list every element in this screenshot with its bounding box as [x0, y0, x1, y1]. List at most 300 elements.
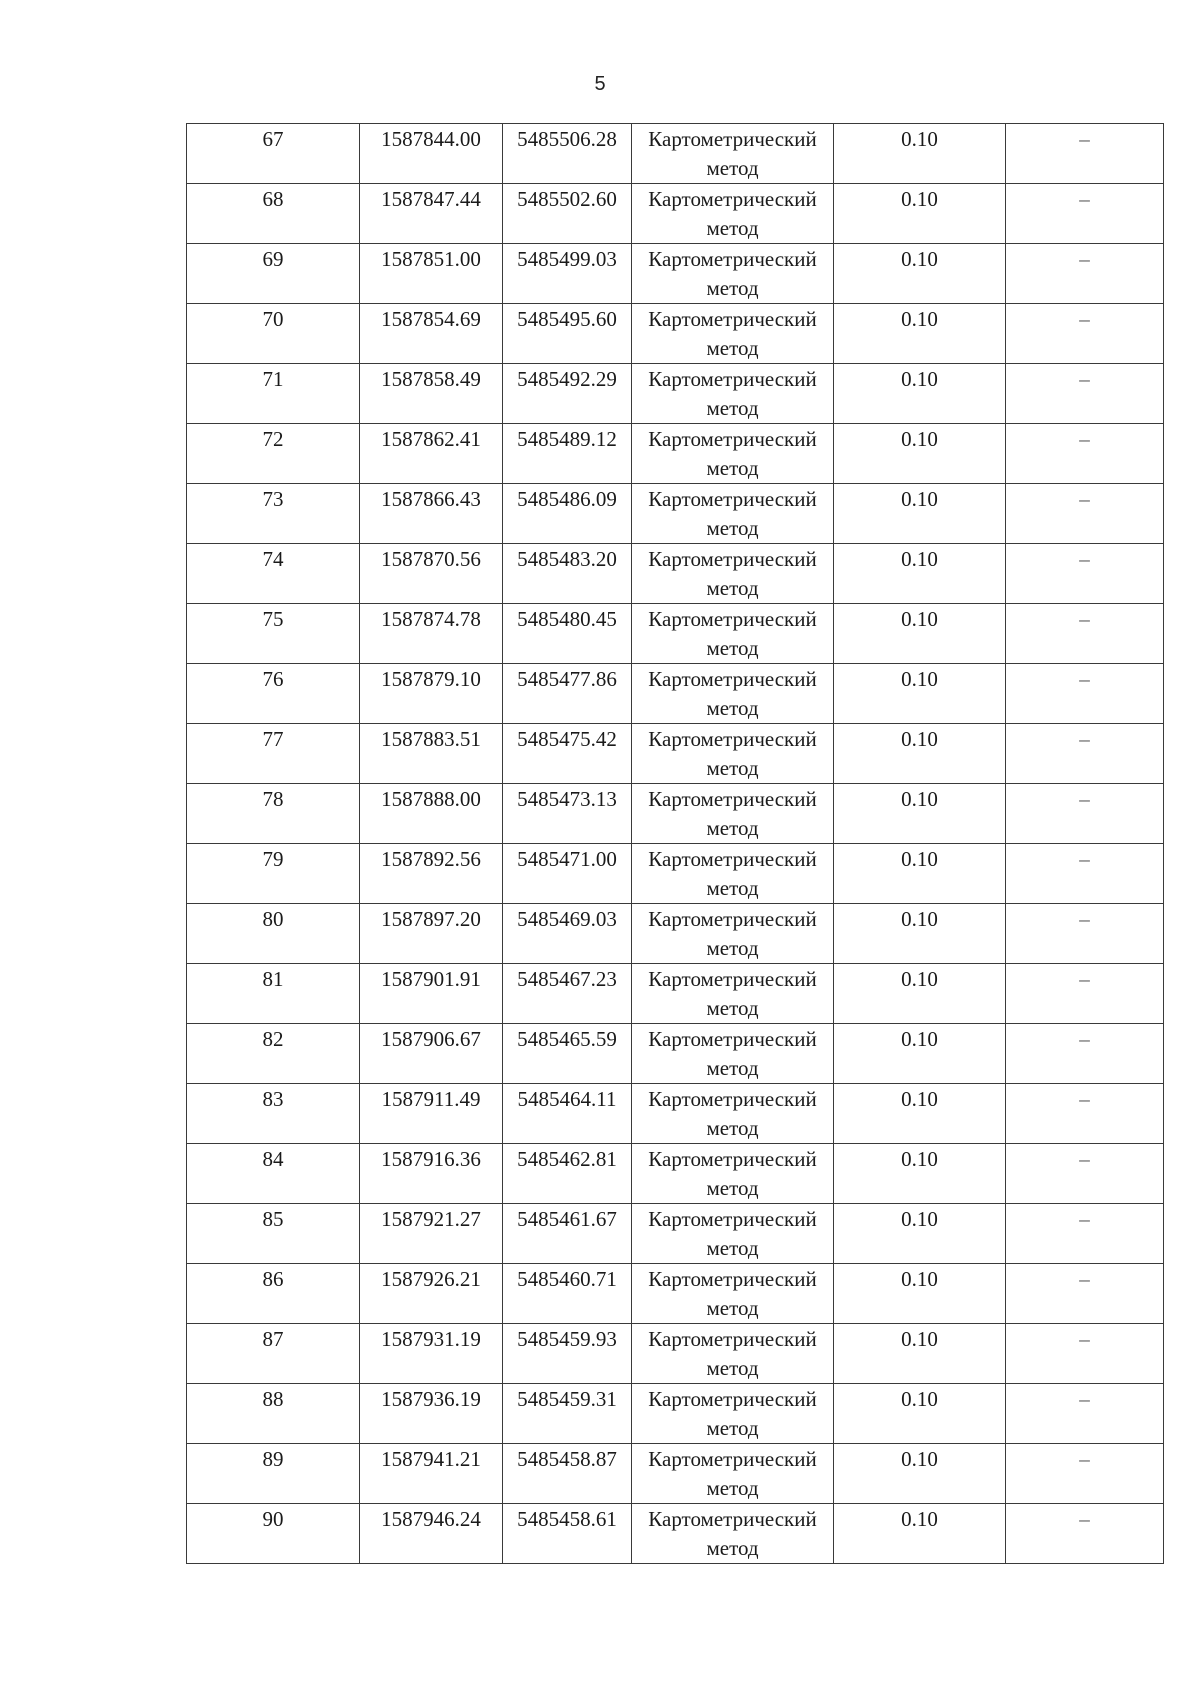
point-number-cell-text: 71 — [262, 367, 284, 391]
y-coordinate-cell — [503, 904, 632, 964]
note-cell-text: – — [1079, 907, 1090, 931]
point-number-cell-text: 85 — [262, 1207, 284, 1231]
y-coordinate-cell-text: 5485462.81 — [517, 1147, 617, 1171]
y-coordinate-cell-text: 5485467.23 — [517, 967, 617, 991]
method-cell-text: Картометрический метод — [648, 967, 817, 1020]
point-number-cell — [187, 724, 360, 784]
accuracy-cell — [834, 784, 1006, 844]
y-coordinate-cell-text: 5485506.28 — [517, 127, 617, 151]
x-coordinate-cell-text: 1587916.36 — [381, 1147, 481, 1171]
table-row — [187, 784, 1164, 844]
x-coordinate-cell — [360, 604, 503, 664]
accuracy-cell-text: 0.10 — [901, 187, 938, 211]
accuracy-cell-text: 0.10 — [901, 1267, 938, 1291]
method-cell-text: Картометрический метод — [648, 127, 817, 180]
y-coordinate-cell — [503, 124, 632, 184]
note-cell-text: – — [1079, 427, 1090, 451]
point-number-cell — [187, 244, 360, 304]
point-number-cell — [187, 364, 360, 424]
accuracy-cell-text: 0.10 — [901, 1027, 938, 1051]
note-cell-text: – — [1079, 847, 1090, 871]
accuracy-cell-text: 0.10 — [901, 727, 938, 751]
y-coordinate-cell — [503, 724, 632, 784]
point-number-cell-text: 74 — [262, 547, 284, 571]
y-coordinate-cell-text: 5485460.71 — [517, 1267, 617, 1291]
y-coordinate-cell-text: 5485458.61 — [517, 1507, 617, 1531]
table-row — [187, 364, 1164, 424]
note-cell — [1006, 424, 1164, 484]
accuracy-cell — [834, 424, 1006, 484]
table-row — [187, 1384, 1164, 1444]
accuracy-cell — [834, 1144, 1006, 1204]
x-coordinate-cell-text: 1587941.21 — [381, 1447, 481, 1471]
point-number-cell-text: 84 — [262, 1147, 284, 1171]
x-coordinate-cell — [360, 484, 503, 544]
table-row — [187, 1504, 1164, 1564]
accuracy-cell — [834, 184, 1006, 244]
note-cell-text: – — [1079, 1087, 1090, 1111]
method-cell — [632, 1264, 834, 1324]
x-coordinate-cell-text: 1587888.00 — [381, 787, 481, 811]
y-coordinate-cell — [503, 1324, 632, 1384]
accuracy-cell-text: 0.10 — [901, 247, 938, 271]
note-cell — [1006, 904, 1164, 964]
table-row — [187, 844, 1164, 904]
note-cell-text: – — [1079, 1387, 1090, 1411]
point-number-cell — [187, 1384, 360, 1444]
accuracy-cell — [834, 484, 1006, 544]
x-coordinate-cell-text: 1587851.00 — [381, 247, 481, 271]
method-cell — [632, 544, 834, 604]
accuracy-cell-text: 0.10 — [901, 487, 938, 511]
point-number-cell — [187, 604, 360, 664]
y-coordinate-cell-text: 5485464.11 — [517, 1087, 617, 1111]
note-cell — [1006, 1324, 1164, 1384]
x-coordinate-cell — [360, 424, 503, 484]
x-coordinate-cell — [360, 904, 503, 964]
y-coordinate-cell — [503, 784, 632, 844]
method-cell — [632, 1384, 834, 1444]
accuracy-cell — [834, 244, 1006, 304]
table-row — [187, 244, 1164, 304]
method-cell-text: Картометрический метод — [648, 1147, 817, 1200]
method-cell — [632, 1204, 834, 1264]
x-coordinate-cell — [360, 1504, 503, 1564]
table-row — [187, 124, 1164, 184]
accuracy-cell-text: 0.10 — [901, 1447, 938, 1471]
note-cell — [1006, 124, 1164, 184]
accuracy-cell-text: 0.10 — [901, 1147, 938, 1171]
y-coordinate-cell — [503, 1504, 632, 1564]
x-coordinate-cell — [360, 1204, 503, 1264]
table-row — [187, 964, 1164, 1024]
note-cell — [1006, 304, 1164, 364]
note-cell — [1006, 1384, 1164, 1444]
method-cell — [632, 1024, 834, 1084]
method-cell — [632, 964, 834, 1024]
method-cell-text: Картометрический метод — [648, 907, 817, 960]
y-coordinate-cell-text: 5485461.67 — [517, 1207, 617, 1231]
table-row — [187, 1264, 1164, 1324]
method-cell-text: Картометрический метод — [648, 487, 817, 540]
note-cell — [1006, 364, 1164, 424]
note-cell — [1006, 784, 1164, 844]
method-cell-text: Картометрический метод — [648, 847, 817, 900]
table-row — [187, 1204, 1164, 1264]
y-coordinate-cell — [503, 244, 632, 304]
method-cell-text: Картометрический метод — [648, 367, 817, 420]
y-coordinate-cell-text: 5485495.60 — [517, 307, 617, 331]
y-coordinate-cell-text: 5485502.60 — [517, 187, 617, 211]
accuracy-cell — [834, 364, 1006, 424]
accuracy-cell — [834, 904, 1006, 964]
point-number-cell-text: 76 — [262, 667, 284, 691]
accuracy-cell-text: 0.10 — [901, 1327, 938, 1351]
y-coordinate-cell — [503, 1384, 632, 1444]
accuracy-cell-text: 0.10 — [901, 1087, 938, 1111]
x-coordinate-cell — [360, 724, 503, 784]
y-coordinate-cell-text: 5485480.45 — [517, 607, 617, 631]
y-coordinate-cell — [503, 544, 632, 604]
method-cell-text: Картометрический метод — [648, 1267, 817, 1320]
method-cell — [632, 1324, 834, 1384]
y-coordinate-cell — [503, 664, 632, 724]
note-cell — [1006, 964, 1164, 1024]
note-cell — [1006, 1444, 1164, 1504]
table-row — [187, 304, 1164, 364]
method-cell — [632, 904, 834, 964]
y-coordinate-cell-text: 5485458.87 — [517, 1447, 617, 1471]
table-row — [187, 664, 1164, 724]
x-coordinate-cell — [360, 364, 503, 424]
note-cell — [1006, 1144, 1164, 1204]
accuracy-cell-text: 0.10 — [901, 127, 938, 151]
accuracy-cell-text: 0.10 — [901, 1387, 938, 1411]
y-coordinate-cell — [503, 1084, 632, 1144]
x-coordinate-cell-text: 1587854.69 — [381, 307, 481, 331]
point-number-cell — [187, 1444, 360, 1504]
method-cell — [632, 1144, 834, 1204]
y-coordinate-cell — [503, 964, 632, 1024]
point-number-cell — [187, 184, 360, 244]
point-number-cell-text: 69 — [262, 247, 284, 271]
y-coordinate-cell — [503, 364, 632, 424]
y-coordinate-cell-text: 5485486.09 — [517, 487, 617, 511]
point-number-cell — [187, 124, 360, 184]
x-coordinate-cell — [360, 544, 503, 604]
note-cell-text: – — [1079, 187, 1090, 211]
y-coordinate-cell — [503, 424, 632, 484]
note-cell — [1006, 1024, 1164, 1084]
table-row — [187, 1024, 1164, 1084]
y-coordinate-cell-text: 5485459.31 — [517, 1387, 617, 1411]
y-coordinate-cell-text: 5485499.03 — [517, 247, 617, 271]
table-row — [187, 484, 1164, 544]
method-cell-text: Картометрический метод — [648, 1087, 817, 1140]
accuracy-cell-text: 0.10 — [901, 847, 938, 871]
note-cell-text: – — [1079, 967, 1090, 991]
point-number-cell-text: 88 — [262, 1387, 284, 1411]
y-coordinate-cell-text: 5485483.20 — [517, 547, 617, 571]
accuracy-cell-text: 0.10 — [901, 1507, 938, 1531]
point-number-cell — [187, 904, 360, 964]
y-coordinate-cell-text: 5485477.86 — [517, 667, 617, 691]
y-coordinate-cell-text: 5485465.59 — [517, 1027, 617, 1051]
point-number-cell-text: 89 — [262, 1447, 284, 1471]
method-cell — [632, 1084, 834, 1144]
method-cell — [632, 364, 834, 424]
x-coordinate-cell-text: 1587892.56 — [381, 847, 481, 871]
table-row — [187, 604, 1164, 664]
method-cell — [632, 1504, 834, 1564]
point-number-cell-text: 68 — [262, 187, 284, 211]
note-cell-text: – — [1079, 127, 1090, 151]
point-number-cell — [187, 1504, 360, 1564]
point-number-cell-text: 81 — [262, 967, 284, 991]
accuracy-cell-text: 0.10 — [901, 667, 938, 691]
x-coordinate-cell-text: 1587921.27 — [381, 1207, 481, 1231]
accuracy-cell-text: 0.10 — [901, 307, 938, 331]
note-cell-text: – — [1079, 727, 1090, 751]
x-coordinate-cell — [360, 184, 503, 244]
y-coordinate-cell-text: 5485459.93 — [517, 1327, 617, 1351]
x-coordinate-cell-text: 1587879.10 — [381, 667, 481, 691]
method-cell-text: Картометрический метод — [648, 667, 817, 720]
x-coordinate-cell — [360, 1444, 503, 1504]
y-coordinate-cell — [503, 304, 632, 364]
x-coordinate-cell-text: 1587906.67 — [381, 1027, 481, 1051]
table-row — [187, 724, 1164, 784]
point-number-cell-text: 90 — [262, 1507, 284, 1531]
x-coordinate-cell-text: 1587874.78 — [381, 607, 481, 631]
y-coordinate-cell-text: 5485475.42 — [517, 727, 617, 751]
point-number-cell-text: 83 — [262, 1087, 284, 1111]
x-coordinate-cell-text: 1587844.00 — [381, 127, 481, 151]
x-coordinate-cell-text: 1587870.56 — [381, 547, 481, 571]
method-cell — [632, 604, 834, 664]
method-cell — [632, 424, 834, 484]
method-cell — [632, 664, 834, 724]
method-cell-text: Картометрический метод — [648, 307, 817, 360]
table-row — [187, 1144, 1164, 1204]
point-number-cell — [187, 784, 360, 844]
y-coordinate-cell — [503, 484, 632, 544]
page-number: 5 — [594, 73, 606, 95]
accuracy-cell — [834, 724, 1006, 784]
method-cell-text: Картометрический метод — [648, 247, 817, 300]
method-cell-text: Картометрический метод — [648, 1027, 817, 1080]
accuracy-cell-text: 0.10 — [901, 787, 938, 811]
x-coordinate-cell-text: 1587858.49 — [381, 367, 481, 391]
point-number-cell — [187, 1204, 360, 1264]
method-cell-text: Картометрический метод — [648, 727, 817, 780]
point-number-cell-text: 77 — [262, 727, 284, 751]
accuracy-cell-text: 0.10 — [901, 547, 938, 571]
note-cell-text: – — [1079, 1147, 1090, 1171]
method-cell — [632, 844, 834, 904]
note-cell — [1006, 1264, 1164, 1324]
method-cell — [632, 184, 834, 244]
method-cell-text: Картометрический метод — [648, 187, 817, 240]
table-row — [187, 424, 1164, 484]
point-number-cell — [187, 1024, 360, 1084]
accuracy-cell — [834, 544, 1006, 604]
note-cell-text: – — [1079, 787, 1090, 811]
accuracy-cell-text: 0.10 — [901, 1207, 938, 1231]
note-cell — [1006, 664, 1164, 724]
method-cell — [632, 304, 834, 364]
accuracy-cell — [834, 304, 1006, 364]
method-cell-text: Картометрический метод — [648, 1207, 817, 1260]
x-coordinate-cell-text: 1587866.43 — [381, 487, 481, 511]
note-cell-text: – — [1079, 307, 1090, 331]
x-coordinate-cell — [360, 964, 503, 1024]
note-cell — [1006, 604, 1164, 664]
x-coordinate-cell — [360, 1324, 503, 1384]
note-cell — [1006, 1504, 1164, 1564]
accuracy-cell — [834, 1324, 1006, 1384]
method-cell — [632, 784, 834, 844]
table-row — [187, 1324, 1164, 1384]
note-cell-text: – — [1079, 667, 1090, 691]
point-number-cell-text: 67 — [262, 127, 284, 151]
y-coordinate-cell — [503, 1444, 632, 1504]
y-coordinate-cell — [503, 844, 632, 904]
accuracy-cell — [834, 1264, 1006, 1324]
method-cell — [632, 724, 834, 784]
note-cell — [1006, 724, 1164, 784]
table-row — [187, 1084, 1164, 1144]
accuracy-cell-text: 0.10 — [901, 967, 938, 991]
y-coordinate-cell-text: 5485492.29 — [517, 367, 617, 391]
accuracy-cell — [834, 844, 1006, 904]
coordinates-table — [186, 123, 1164, 1564]
point-number-cell — [187, 484, 360, 544]
x-coordinate-cell — [360, 304, 503, 364]
x-coordinate-cell-text: 1587862.41 — [381, 427, 481, 451]
accuracy-cell — [834, 604, 1006, 664]
note-cell-text: – — [1079, 487, 1090, 511]
method-cell-text: Картометрический метод — [648, 547, 817, 600]
note-cell-text: – — [1079, 1207, 1090, 1231]
accuracy-cell — [834, 1444, 1006, 1504]
method-cell-text: Картометрический метод — [648, 787, 817, 840]
y-coordinate-cell — [503, 1024, 632, 1084]
y-coordinate-cell — [503, 604, 632, 664]
point-number-cell-text: 75 — [262, 607, 284, 631]
point-number-cell — [187, 424, 360, 484]
note-cell-text: – — [1079, 1507, 1090, 1531]
point-number-cell — [187, 1084, 360, 1144]
y-coordinate-cell — [503, 1144, 632, 1204]
x-coordinate-cell-text: 1587926.21 — [381, 1267, 481, 1291]
accuracy-cell-text: 0.10 — [901, 907, 938, 931]
x-coordinate-cell-text: 1587847.44 — [381, 187, 481, 211]
method-cell — [632, 1444, 834, 1504]
method-cell-text: Картометрический метод — [648, 1327, 817, 1380]
accuracy-cell — [834, 1084, 1006, 1144]
point-number-cell-text: 79 — [262, 847, 284, 871]
x-coordinate-cell — [360, 1084, 503, 1144]
x-coordinate-cell-text: 1587936.19 — [381, 1387, 481, 1411]
y-coordinate-cell — [503, 1204, 632, 1264]
x-coordinate-cell — [360, 844, 503, 904]
note-cell-text: – — [1079, 1327, 1090, 1351]
y-coordinate-cell-text: 5485473.13 — [517, 787, 617, 811]
method-cell-text: Картометрический метод — [648, 1387, 817, 1440]
x-coordinate-cell-text: 1587946.24 — [381, 1507, 481, 1531]
x-coordinate-cell-text: 1587911.49 — [381, 1087, 481, 1111]
method-cell-text: Картометрический метод — [648, 607, 817, 660]
x-coordinate-cell — [360, 1384, 503, 1444]
method-cell — [632, 484, 834, 544]
note-cell-text: – — [1079, 247, 1090, 271]
point-number-cell-text: 87 — [262, 1327, 284, 1351]
accuracy-cell — [834, 1024, 1006, 1084]
point-number-cell — [187, 1324, 360, 1384]
x-coordinate-cell — [360, 1024, 503, 1084]
note-cell — [1006, 1204, 1164, 1264]
x-coordinate-cell-text: 1587897.20 — [381, 907, 481, 931]
accuracy-cell — [834, 124, 1006, 184]
point-number-cell-text: 70 — [262, 307, 284, 331]
x-coordinate-cell — [360, 1144, 503, 1204]
note-cell-text: – — [1079, 1027, 1090, 1051]
x-coordinate-cell — [360, 784, 503, 844]
point-number-cell — [187, 304, 360, 364]
accuracy-cell — [834, 1384, 1006, 1444]
accuracy-cell — [834, 1204, 1006, 1264]
note-cell — [1006, 544, 1164, 604]
x-coordinate-cell — [360, 664, 503, 724]
y-coordinate-cell-text: 5485489.12 — [517, 427, 617, 451]
point-number-cell-text: 78 — [262, 787, 284, 811]
accuracy-cell-text: 0.10 — [901, 607, 938, 631]
table-row — [187, 184, 1164, 244]
point-number-cell — [187, 1264, 360, 1324]
point-number-cell — [187, 664, 360, 724]
y-coordinate-cell — [503, 184, 632, 244]
table-row — [187, 1444, 1164, 1504]
accuracy-cell — [834, 964, 1006, 1024]
y-coordinate-cell-text: 5485471.00 — [517, 847, 617, 871]
table-row — [187, 544, 1164, 604]
note-cell-text: – — [1079, 367, 1090, 391]
accuracy-cell-text: 0.10 — [901, 367, 938, 391]
coordinates-table-body — [187, 124, 1164, 1564]
method-cell-text: Картометрический метод — [648, 427, 817, 480]
x-coordinate-cell — [360, 244, 503, 304]
note-cell — [1006, 184, 1164, 244]
y-coordinate-cell-text: 5485469.03 — [517, 907, 617, 931]
note-cell — [1006, 1084, 1164, 1144]
note-cell-text: – — [1079, 547, 1090, 571]
accuracy-cell-text: 0.10 — [901, 427, 938, 451]
accuracy-cell — [834, 664, 1006, 724]
point-number-cell — [187, 964, 360, 1024]
accuracy-cell — [834, 1504, 1006, 1564]
note-cell-text: – — [1079, 1447, 1090, 1471]
point-number-cell-text: 86 — [262, 1267, 284, 1291]
method-cell — [632, 244, 834, 304]
point-number-cell — [187, 844, 360, 904]
method-cell-text: Картометрический метод — [648, 1507, 817, 1560]
x-coordinate-cell-text: 1587931.19 — [381, 1327, 481, 1351]
note-cell — [1006, 244, 1164, 304]
note-cell-text: – — [1079, 1267, 1090, 1291]
point-number-cell — [187, 544, 360, 604]
x-coordinate-cell-text: 1587883.51 — [381, 727, 481, 751]
